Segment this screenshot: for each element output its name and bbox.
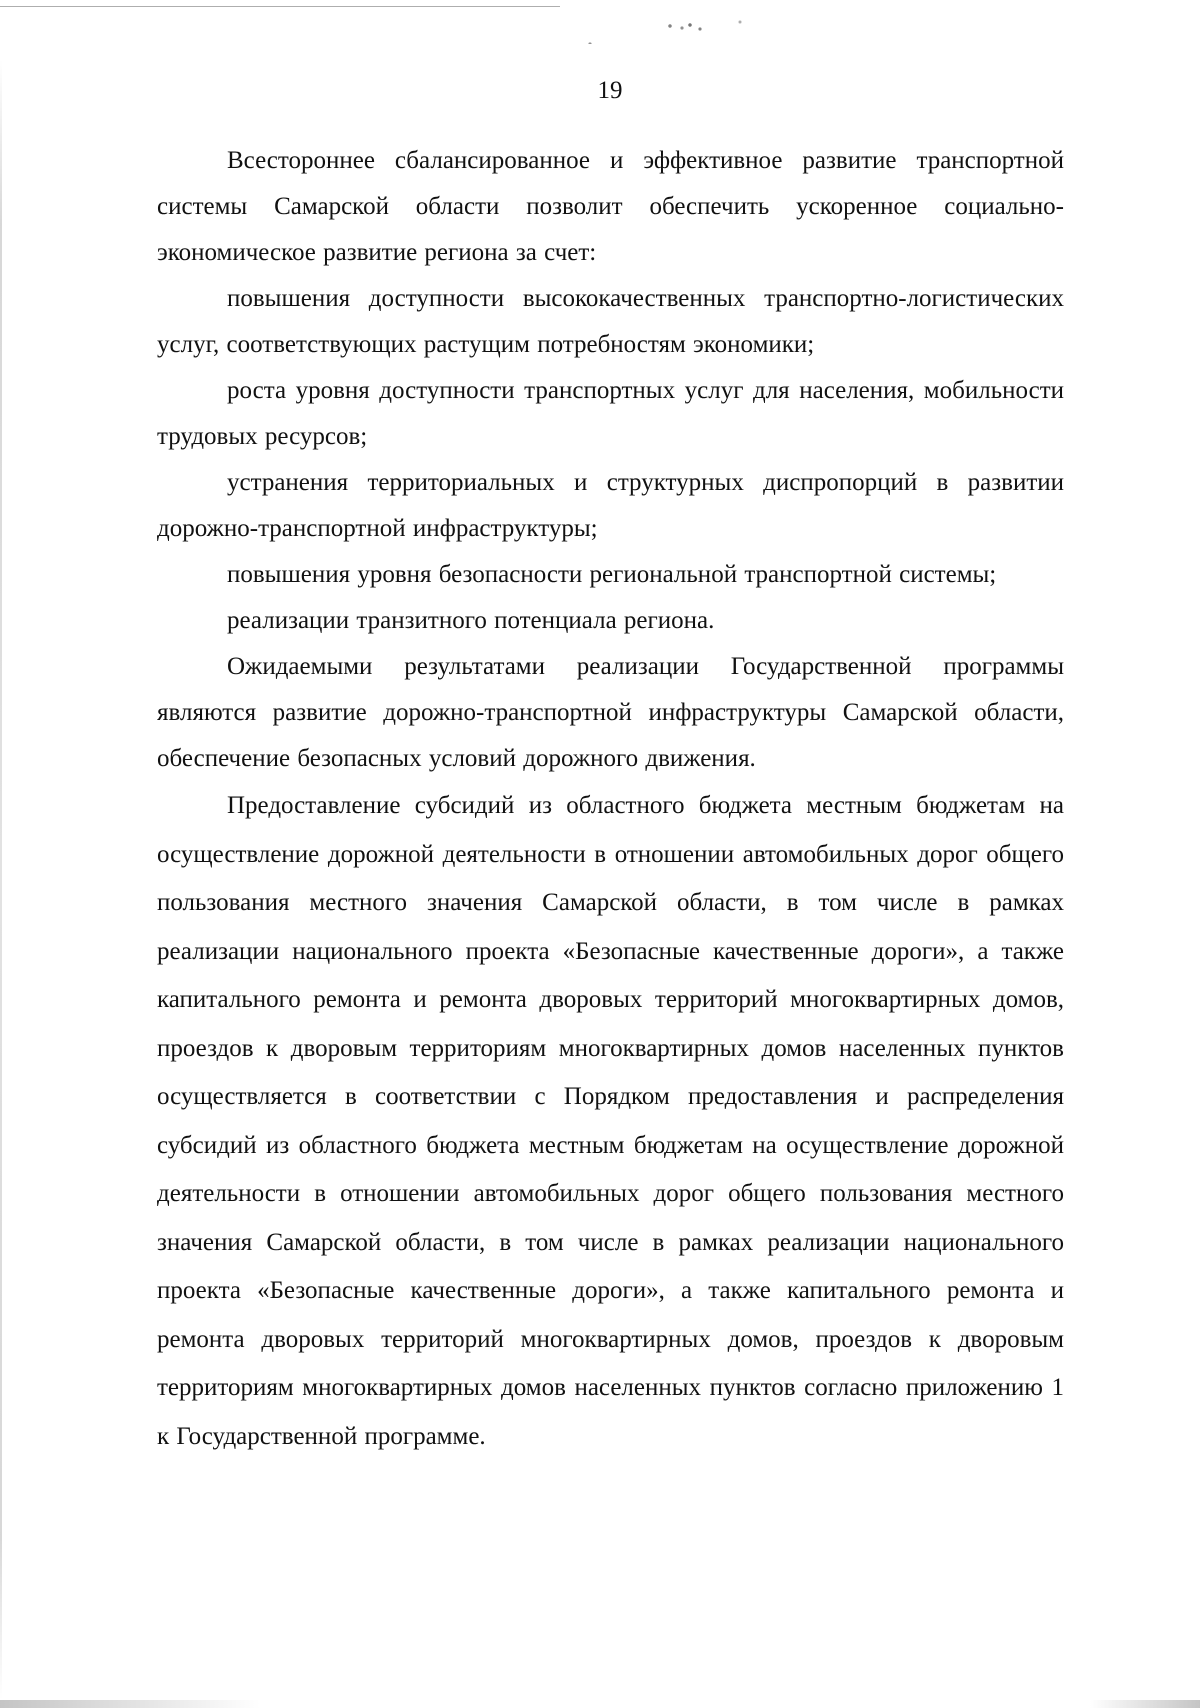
document-body (157, 138, 1064, 1461)
paragraph-intro: Всестороннее сбалансированное и эффективное развитие транспортной системы Самарской области позволит обеспечить ускоренное социально-экономическое развитие региона за счет: (157, 147, 1064, 266)
scan-artifact-bottom-left (0, 1700, 260, 1708)
scan-artifact-left-edge (0, 60, 2, 1700)
scan-artifact-bottom-right (1090, 1700, 1200, 1708)
page-number: 19 (597, 77, 623, 104)
paragraph-list-item: реализации транзитного потенциала региона. (227, 607, 715, 634)
paragraph-list-item: повышения уровня безопасности региональной транспортной системы; (227, 561, 997, 588)
paragraph-expected-results: Ожидаемыми результатами реализации Государственной программы являются развитие дорожно-транспортной инфраструктуры Самарской области, обеспечение безопасных условий дорожного движения. (157, 653, 1064, 772)
paragraph-list-item: устранения территориальных и структурных диспропорций в развитии дорожно-транспортной инфраструктуры; (157, 469, 1064, 542)
scan-artifact-top-line (0, 6, 560, 7)
paragraph-list-item: роста уровня доступности транспортных услуг для населения, мобильности трудовых ресурсов; (157, 377, 1064, 450)
paragraph-subsidies: Предоставление субсидий из областного бюджета местным бюджетам на осуществление дорожной деятельности в отношении автомобильных дорог общего пользования местного значения Самарской области, в том числе в рамках реализации национального проекта «Безопасные качественные дороги», а также капитального ремонта и ремонта дворовых территорий многоквартирных домов, проездов к дворовым территориям многоквартирных домов населенных пунктов осуществляется в соответствии с Порядком предоставления и распределения субсидий из областного бюджета местным бюджетам на осуществление дорожной деятельности в отношении автомобильных дорог общего пользования местного значения Самарской области, в том числе в рамках реализации национального проекта «Безопасные качественные дороги», а также капитального ремонта и ремонта дворовых территорий многоквартирных домов, проездов к дворовым территориям многоквартирных домов населенных пунктов согласно приложению 1 к Государственной программе. (157, 792, 1064, 1450)
paragraph-list-item: повышения доступности высококачественных транспортно-логистических услуг, соответствующих растущим потребностям экономики; (157, 285, 1064, 358)
scan-artifact-specks (560, 14, 770, 44)
